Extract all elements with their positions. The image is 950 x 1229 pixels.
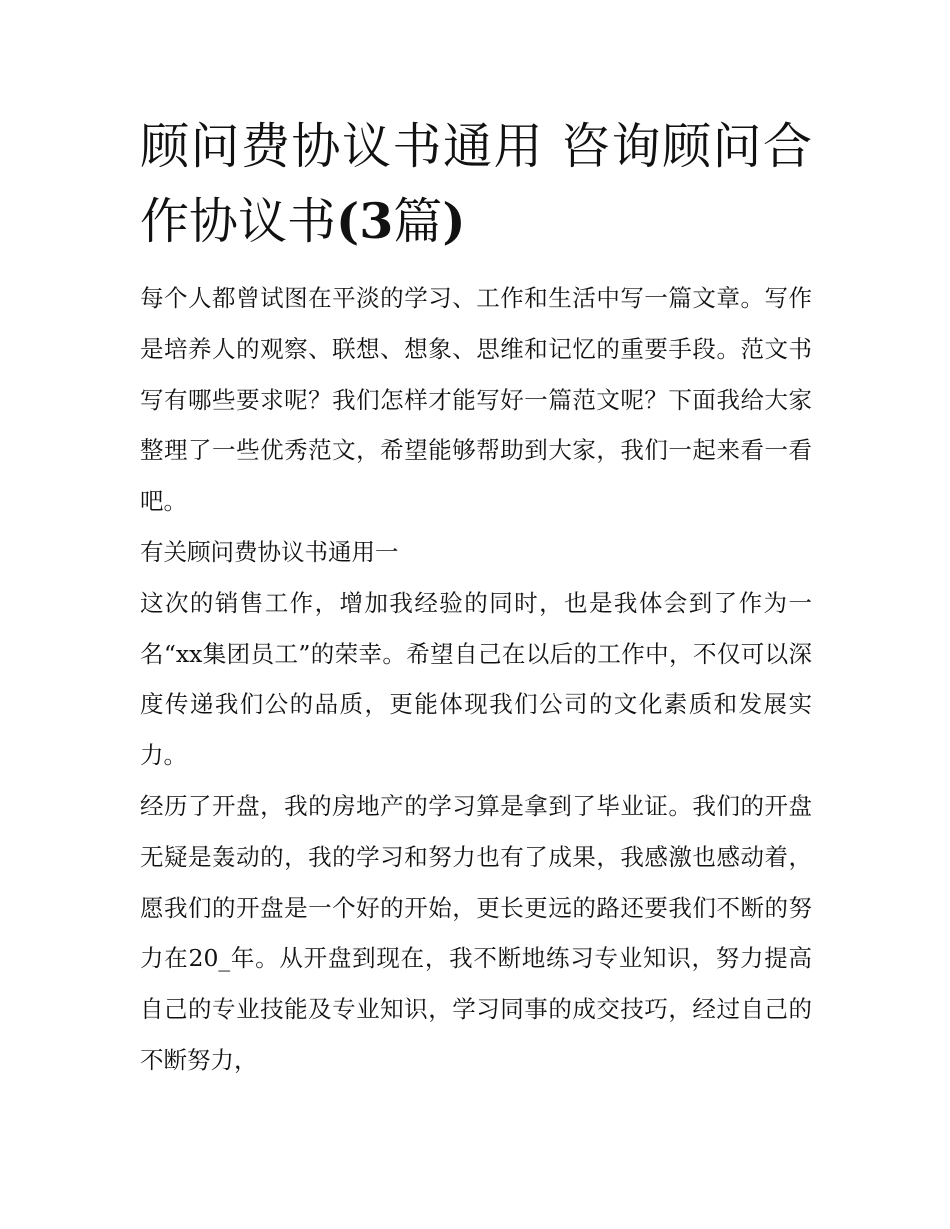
intro-paragraph: 每个人都曾试图在平淡的学习、工作和生活中写一篇文章。写作是培养人的观察、联想、想象、思维和记忆的重要手段。范文书写有哪些要求呢？我们怎样才能写好一篇范文呢？下面我给大家整理了一些优秀范文，希望能够帮助到大家，我们一起来看一看吧。 — [140, 284, 812, 516]
document-page — [140, 110, 812, 1086]
title-count-unit: 篇 — [393, 193, 443, 250]
section-heading: 有关顾问费协议书通用一 — [140, 537, 399, 566]
title-text: 顾问费协议书通用 咨询顾问合作协议书 — [140, 118, 812, 250]
document-title — [140, 110, 812, 259]
body-paragraph-2: 经历了开盘，我的房地产的学习算是拿到了毕业证。我们的开盘无疑是轰动的，我的学习和努力也有了成果，我感激也感动着，愿我们的开盘是一个好的开始，更长更远的路还要我们不断的努力在20_年。从开盘到现在，我不断地练习专业知识，努力提高自己的专业技能及专业知识，学习同事的成交技巧，经过自己的不断努力， — [140, 791, 812, 1074]
body-paragraph-1: 这次的销售工作，增加我经验的同时，也是我体会到了作为一名“xx集团员工”的荣幸。希望自己在以后的工作中，不仅可以深度传递我们公的品质，更能体现我们公司的文化素质和发展实力。 — [140, 588, 812, 770]
title-count-open: (3 — [336, 192, 394, 250]
title-count-close: ) — [442, 192, 466, 250]
